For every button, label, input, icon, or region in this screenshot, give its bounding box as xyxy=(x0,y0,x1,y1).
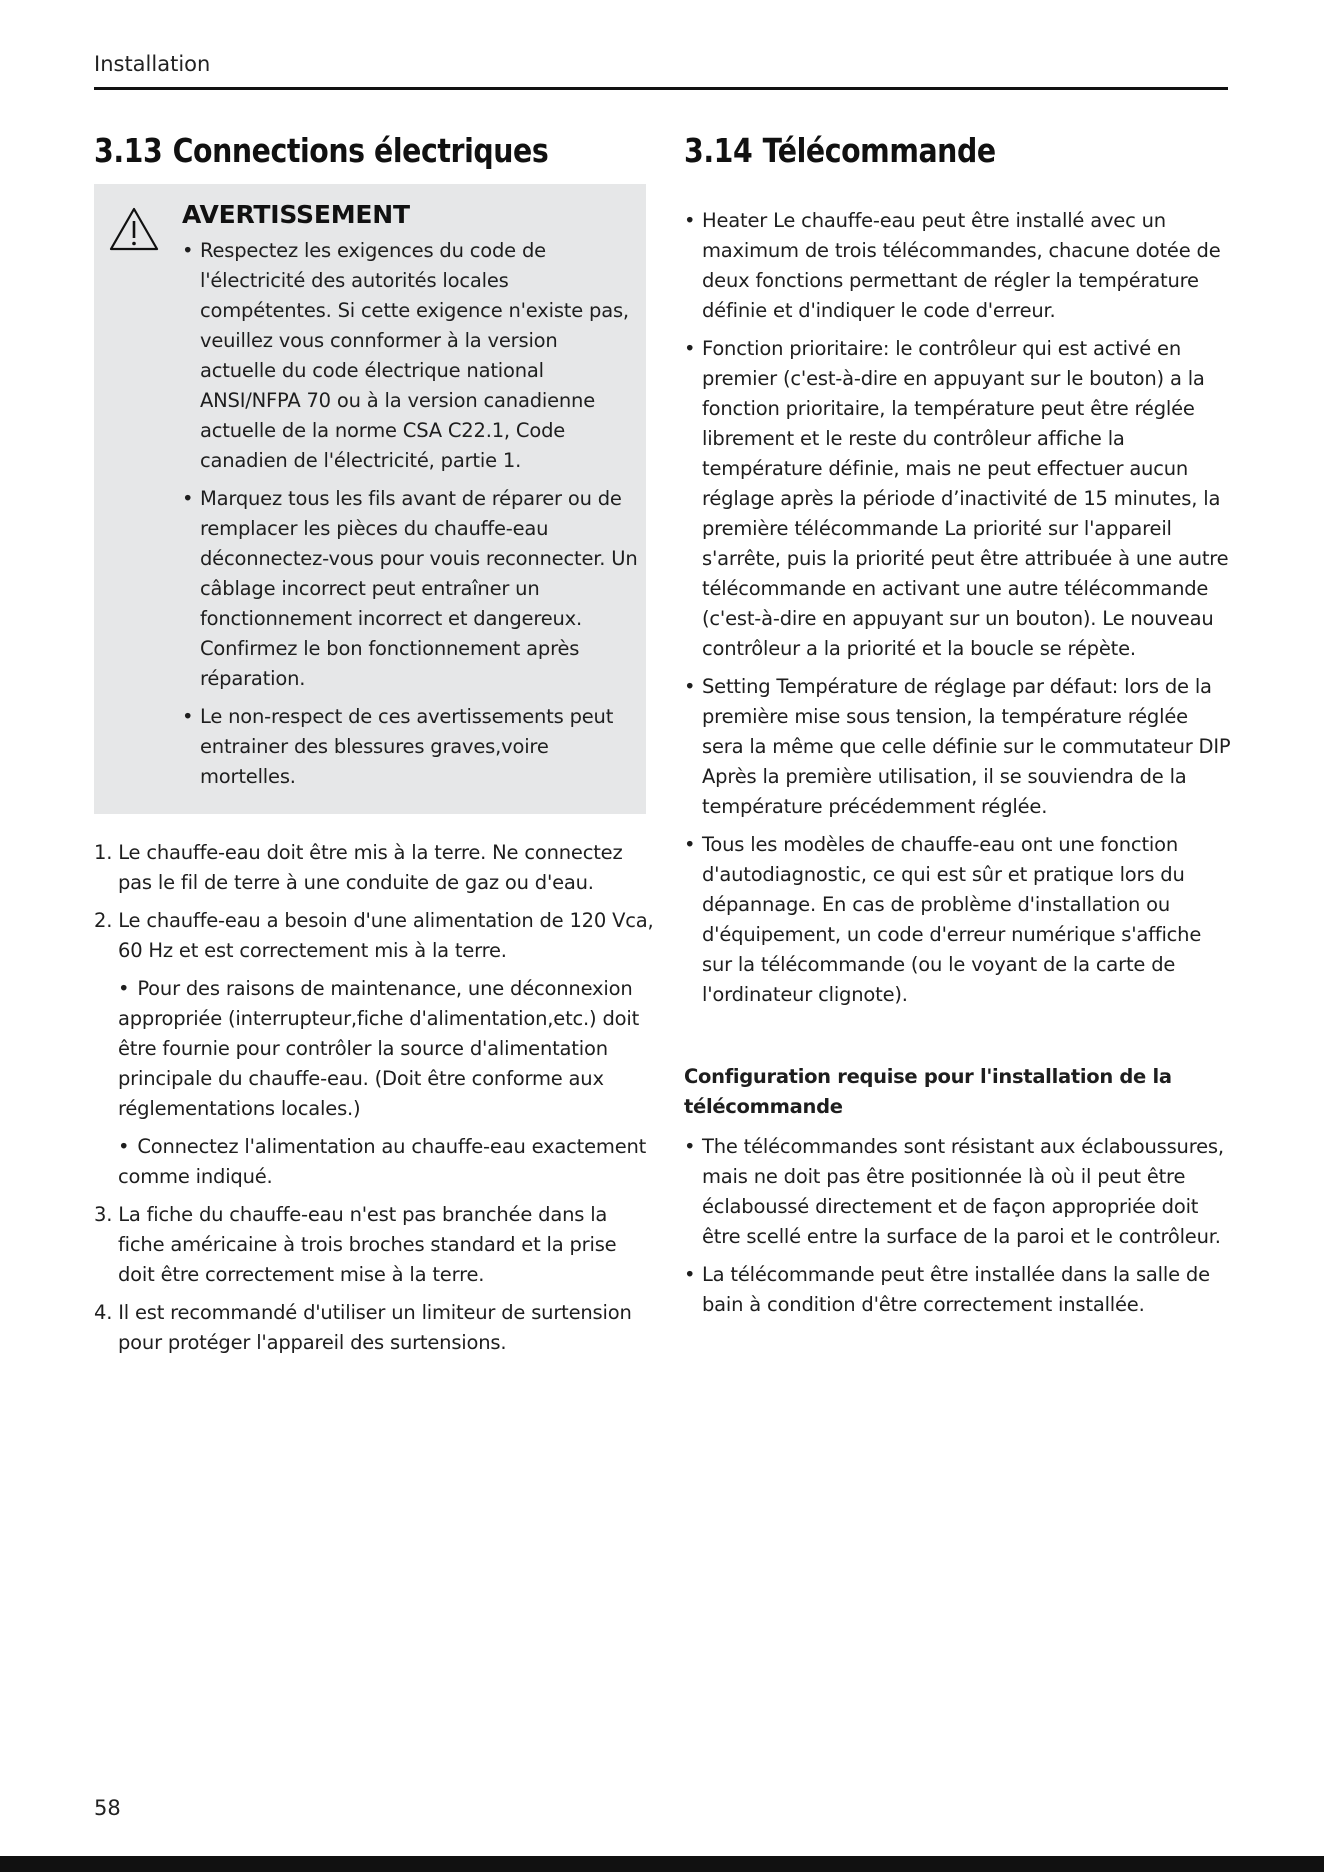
list-item: • Tous les modèles de chauffe-eau ont une fonction d'autodiagnostic, ce qui est sûr et pratique lors du dépannage. En cas de problème d'installation ou d'équipement, un code d'erreur numérique s'affiche sur la télécommande (ou le voyant de la carte de l'ordinateur clignote). xyxy=(684,830,1234,1010)
list-item: • La télécommande peut être installée dans la salle de bain à condition d'être correctement installée. xyxy=(684,1260,1234,1320)
section-title-text: Connections électriques xyxy=(172,131,549,170)
running-header: Installation xyxy=(94,52,211,76)
left-column xyxy=(94,120,654,1366)
step-item: 2. Le chauffe-eau a besoin d'une alimentation de 120 Vca, 60 Hz et est correctement mis à la terre. xyxy=(94,909,654,962)
list-item: • Fonction prioritaire: le contrôleur qui est activé en premier (c'est-à-dire en appuyant sur le bouton) a la fonction prioritaire, la température peut être réglée librement et le reste du contrôleur affiche la température définie, mais ne peut effectuer aucun réglage après la période d’inactivité de 15 minutes, la première télécommande La priorité sur l'appareil s'arrête, puis la priorité peut être attribuée à une autre télécommande en activant une autre télécommande (c'est-à-dire en appuyant sur un bouton). Le nouveau contrôleur a la priorité et la boucle se répète. xyxy=(684,334,1234,664)
right-column xyxy=(684,120,1234,1328)
list-item: • Heater Le chauffe-eau peut être installé avec un maximum de trois télécommandes, chacune dotée de deux fonctions permettant de régler la température définie et d'indiquer le code d'erreur. xyxy=(684,206,1234,326)
list-item: • The télécommandes sont résistant aux éclaboussures, mais ne doit pas être positionnée là où il peut être éclaboussé directement et de façon appropriée doit être scellé entre la surface de la paroi et le contrôleur. xyxy=(684,1132,1234,1252)
list-item: • Setting Température de réglage par défaut: lors de la première mise sous tension, la température réglée sera la même que celle définie sur le commutateur DIP Après la première utilisation, il se souviendra de la température précédemment réglée. xyxy=(684,672,1234,822)
step-item: 1. Le chauffe-eau doit être mis à la terre. Ne connectez pas le fil de terre à une conduite de gaz ou d'eau. xyxy=(94,841,623,894)
sub-bullet-text: Connectez l'alimentation au chauffe-eau exactement comme indiqué. xyxy=(118,1135,647,1188)
warning-box xyxy=(94,184,646,814)
section-title-3-14 xyxy=(684,120,1157,182)
section-title-text: Télécommande xyxy=(762,131,996,170)
installation-steps-continued xyxy=(94,1200,654,1358)
section-title-3-13 xyxy=(94,120,576,182)
warning-triangle-icon xyxy=(108,206,160,252)
installation-requirements-list xyxy=(684,1132,1234,1320)
header-rule xyxy=(94,87,1228,90)
section-number: 3.14 xyxy=(684,131,753,170)
warning-title: AVERTISSEMENT xyxy=(182,200,410,229)
section-number: 3.13 xyxy=(94,131,163,170)
warning-item: • Respectez les exigences du code de l'électricité des autorités locales compétentes. Si cette exigence n'existe pas, veuillez vous connformer à la version actuelle du code électrique national ANSI/NFPA 70 ou à la version canadienne actuelle de la norme CSA C22.1, Code canadien de l'électricité, partie 1. xyxy=(182,236,638,476)
step-item: 4. Il est recommandé d'utiliser un limiteur de surtension pour protéger l'appareil des surtensions. xyxy=(94,1301,632,1354)
bottom-edge-bar xyxy=(0,1856,1324,1872)
remote-control-list xyxy=(684,206,1234,1010)
warning-list xyxy=(94,236,638,792)
sub-bullet: • Connectez l'alimentation au chauffe-eau exactement comme indiqué. xyxy=(118,1135,647,1188)
step-item: 3. La fiche du chauffe-eau n'est pas branchée dans la fiche américaine à trois broches standard et la prise doit être correctement mise à la terre. xyxy=(94,1203,617,1286)
installation-steps xyxy=(94,838,654,966)
subheading: Configuration requise pour l'installation de la télécommande xyxy=(684,1065,1172,1118)
sub-bullet: • Pour des raisons de maintenance, une déconnexion appropriée (interrupteur,fiche d'alimentation,etc.) doit être fournie pour contrôler la source d'alimentation principale du chauffe-eau. (Doit être conforme aux réglementations locales.) xyxy=(118,977,640,1120)
warning-item: • Le non-respect de ces avertissements peut entrainer des blessures graves,voire mortelles. xyxy=(182,702,638,792)
warning-item: • Marquez tous les fils avant de réparer ou de remplacer les pièces du chauffe-eau déconnectez-vous pour vouis reconnecter. Un câblage incorrect peut entraîner un fonctionnement incorrect et dangereux. Confirmez le bon fonctionnement après réparation. xyxy=(182,484,638,694)
sub-bullet-text: Pour des raisons de maintenance, une déconnexion appropriée (interrupteur,fiche d'alimentation,etc.) doit être fournie pour contrôler la source d'alimentation principale du chauffe-eau. (Doit être conforme aux réglementations locales.) xyxy=(118,977,640,1120)
page-number: 58 xyxy=(94,1796,121,1820)
